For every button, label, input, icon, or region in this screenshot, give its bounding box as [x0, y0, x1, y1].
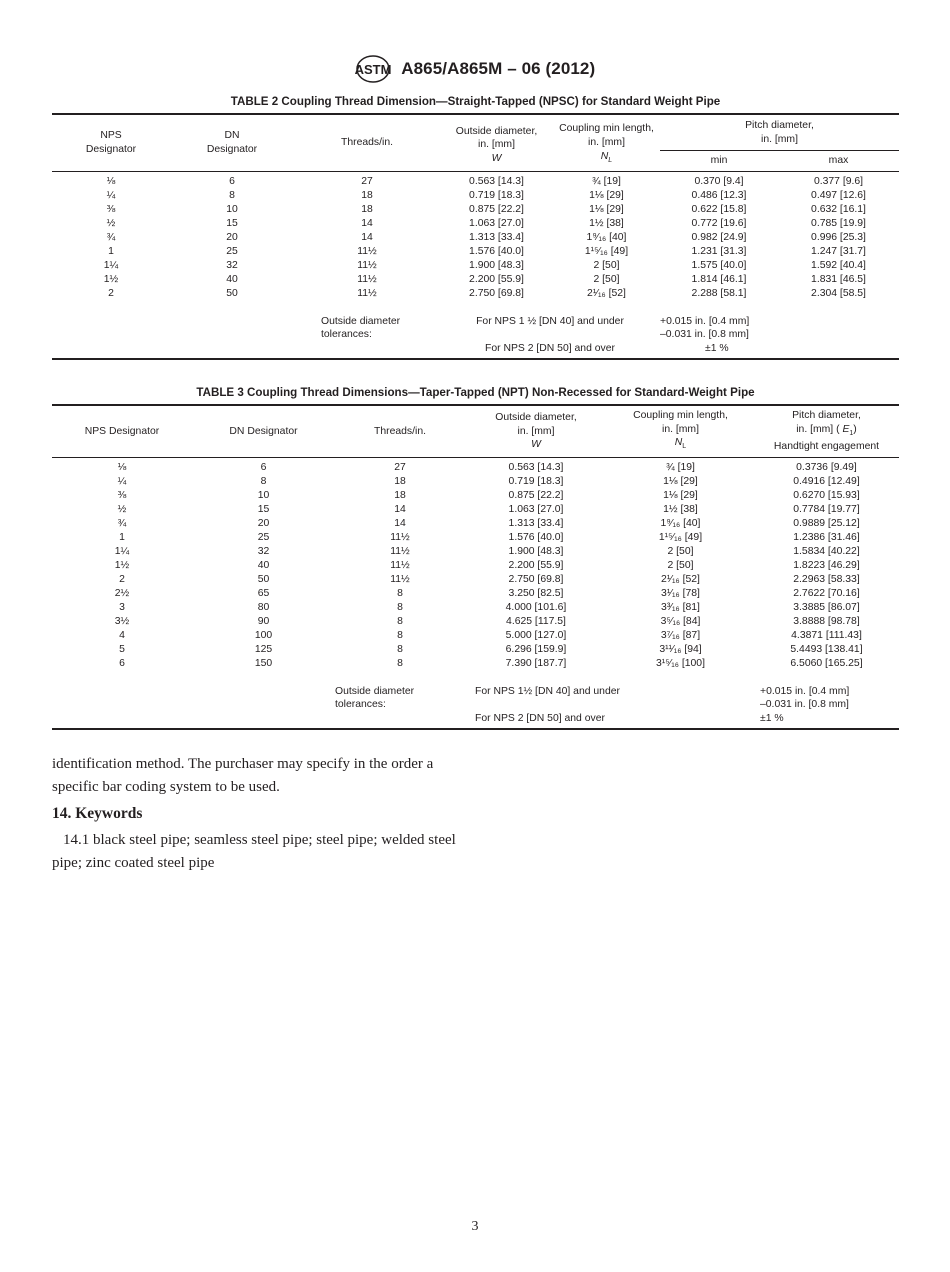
svg-text:ASTM: ASTM: [354, 62, 391, 77]
cell: 1.576 [40.0]: [508, 531, 564, 543]
header-line: NPS: [100, 130, 122, 142]
table-row: [52, 189, 899, 203]
cell: 1.814 [46.1]: [691, 273, 747, 285]
spacer: [52, 301, 899, 315]
cell: 1¼: [103, 259, 119, 271]
cell: 6.296 [159.9]: [505, 643, 567, 655]
cell: 4.3871 [111.43]: [791, 629, 862, 641]
table-row: [52, 217, 899, 231]
cell: 1.8223 [46.29]: [793, 559, 860, 571]
table-row: [52, 615, 899, 629]
cell: 3³⁄₁₆ [81]: [661, 601, 700, 613]
header-line: Designator: [206, 143, 258, 155]
table-row: [52, 245, 899, 259]
table-row: [52, 171, 899, 189]
header-line: in. [mm]: [761, 133, 798, 145]
header-line: in. [mm]: [517, 425, 555, 437]
symbol-e: E: [842, 423, 850, 435]
cell: ½: [117, 503, 127, 515]
cell: 1: [119, 531, 125, 543]
cell: 2 [50]: [667, 559, 694, 571]
cell: 2.750 [69.8]: [508, 573, 564, 585]
cell: 11½: [357, 259, 377, 271]
cell: 0.719 [18.3]: [469, 189, 524, 201]
page-header: [0, 54, 950, 84]
table2-header-pitch: [660, 114, 899, 151]
cell: 0.719 [18.3]: [508, 475, 564, 487]
cell: 2.200 [55.9]: [508, 559, 564, 571]
cell: 2.288 [58.1]: [691, 287, 747, 299]
header-symbol: [553, 150, 660, 168]
cell: 11½: [390, 573, 410, 585]
spacer: [52, 685, 335, 712]
cell: 2.750 [69.8]: [469, 287, 524, 299]
header-line: in. [mm]: [662, 423, 699, 435]
header-symbol: W: [491, 152, 502, 164]
header-line: Coupling min length,: [633, 410, 728, 421]
table-row: [52, 629, 899, 643]
cell: 0.996 [25.3]: [811, 231, 866, 243]
cell: 8: [397, 643, 403, 655]
cell: 7.390 [187.7]: [505, 657, 567, 669]
cell: 11½: [390, 531, 410, 543]
cell: 4: [119, 629, 125, 641]
tolerance-plus: +0.015 in. [0.4 mm]: [760, 685, 850, 697]
table3-caption: TABLE 3 Coupling Thread Dimensions—Taper-Tapped (NPT) Non-Recessed for Standard-Weight Pipe: [196, 386, 755, 399]
cell: 1.576 [40.0]: [469, 245, 524, 257]
cell: 6.5060 [165.25]: [790, 657, 863, 669]
paragraph-continuation: identification method. The purchaser may specify in the order a specific bar coding system to be used.: [52, 756, 434, 795]
cell: 3⁵⁄₁₆ [84]: [660, 615, 701, 627]
cell: 8: [397, 615, 403, 627]
header-symbol: W: [531, 439, 541, 451]
cell: 18: [361, 189, 373, 201]
header-line: DN: [224, 130, 240, 142]
cell: 0.377 [9.6]: [813, 175, 864, 187]
cell: 1.247 [31.7]: [811, 245, 866, 257]
cell: 1.063 [27.0]: [508, 503, 564, 515]
cell: 2¹⁄₁₆ [52]: [661, 573, 700, 585]
cell: 0.497 [12.6]: [811, 189, 866, 201]
symbol-subscript: L: [608, 156, 613, 164]
tolerance-label: [335, 685, 465, 712]
symbol-subscript: L: [682, 443, 687, 451]
table3: [52, 404, 899, 730]
cell: 1⅛ [29]: [589, 203, 624, 215]
cell: 6: [260, 461, 267, 473]
cell: 11½: [357, 287, 377, 299]
cell: 1½: [114, 559, 130, 571]
table-row: [52, 287, 899, 301]
cell: 50: [257, 573, 270, 585]
table-row: [52, 231, 899, 245]
cell: 27: [394, 461, 406, 473]
cell: 0.622 [15.8]: [691, 203, 747, 215]
cell: 20: [257, 517, 270, 529]
table3-header-pitch: [754, 405, 899, 457]
cell: ¼: [106, 189, 116, 201]
cell: 18: [361, 203, 373, 215]
header-text: in. [mm] (: [796, 423, 840, 435]
cell: 1½ [38]: [663, 503, 698, 515]
table2-caption: TABLE 2 Coupling Thread Dimension—Straight-Tapped (NPSC) for Standard Weight Pipe: [230, 95, 721, 108]
cell: 2.304 [58.5]: [811, 287, 866, 299]
table-row: [52, 643, 899, 657]
cell: 40: [257, 559, 270, 571]
cell: 1¹⁵⁄₁₆ [49]: [658, 531, 703, 543]
tolerance-minus: –0.031 in. [0.8 mm]: [660, 329, 749, 341]
tolerance-label-line: tolerances:: [321, 329, 372, 341]
cell: 3¹⁵⁄₁₆ [100]: [656, 657, 705, 669]
table-row: [52, 503, 899, 517]
cell: 10: [257, 489, 270, 501]
tolerance-plus: +0.015 in. [0.4 mm]: [660, 315, 750, 327]
cell: ⅜: [106, 203, 116, 215]
header-line: Pitch diameter,: [745, 120, 814, 131]
table3-header-dn: DN Designator: [192, 405, 335, 457]
cell: 1.231 [31.3]: [691, 245, 747, 257]
cell: 1.592 [40.4]: [811, 259, 866, 271]
cell: 11½: [357, 245, 377, 257]
cell: 0.772 [19.6]: [691, 217, 747, 229]
header-line: in. [mm]: [478, 139, 515, 151]
cell: 1: [108, 245, 114, 257]
cell: 2 [50]: [667, 545, 694, 557]
symbol-subscript: 1: [849, 429, 854, 437]
table2-header-od: [440, 114, 553, 171]
cell: 1.831 [46.5]: [811, 273, 866, 285]
table2-header-coupling-length: [553, 114, 660, 171]
header-line: Designator: [85, 143, 137, 155]
spacer: [52, 315, 294, 342]
table-row: [52, 259, 899, 273]
cell: 3¹¹⁄₁₆ [94]: [659, 643, 702, 655]
table-row: [52, 457, 899, 475]
tolerance-under-values: [660, 315, 778, 342]
cell: 8: [397, 657, 403, 669]
cell: 3.8888 [98.78]: [793, 615, 860, 627]
spacer: [52, 342, 440, 359]
tolerance-under-values: [754, 685, 899, 712]
cell: 1.900 [48.3]: [469, 259, 524, 271]
cell: 40: [226, 273, 238, 285]
section-heading-keywords: 14. Keywords: [52, 805, 143, 822]
cell: 14: [394, 517, 406, 529]
cell: ⅛: [117, 461, 127, 473]
tolerance-label-line: tolerances:: [335, 699, 386, 711]
cell: 11½: [390, 545, 410, 557]
cell: 100: [254, 629, 273, 641]
symbol-n: N: [674, 437, 683, 449]
spacer: [52, 671, 899, 685]
cell: 2: [108, 287, 114, 299]
cell: ⅜: [117, 489, 127, 501]
cell: 2½: [114, 587, 130, 599]
tolerance-under-label: For NPS 1 ½ [DN 40] and under: [476, 315, 624, 327]
tolerance-under-label: For NPS 1½ [DN 40] and under: [475, 685, 620, 697]
cell: 1.313 [33.4]: [508, 517, 564, 529]
cell: 1⅛ [29]: [663, 475, 698, 487]
cell: 3¹⁄₁₆ [78]: [661, 587, 700, 599]
spacer: [52, 712, 465, 729]
tolerance-over-label: For NPS 2 [DN 50] and over: [440, 342, 660, 359]
cell: ¾: [117, 517, 127, 529]
keywords-text: 14.1 black steel pipe; seamless steel pipe; steel pipe; welded steel pipe; zinc coated steel pipe: [52, 832, 456, 871]
astm-logo-icon: [355, 54, 391, 84]
cell: 65: [257, 587, 270, 599]
table-row: [52, 559, 899, 573]
table3-header-nps: NPS Designator: [52, 405, 192, 457]
cell: 6: [229, 175, 235, 187]
tolerance-over-label: For NPS 2 [DN 50] and over: [465, 712, 754, 729]
header-symbol: [607, 436, 754, 454]
cell: 0.875 [22.2]: [469, 203, 524, 215]
cell: 2.2963 [58.33]: [793, 573, 860, 585]
header-line: in. [mm]: [588, 137, 625, 149]
cell: 0.7784 [19.77]: [793, 503, 860, 515]
cell: 8: [397, 601, 403, 613]
cell: 0.785 [19.9]: [811, 217, 866, 229]
tolerance-row: [52, 342, 899, 359]
table-row: [52, 489, 899, 503]
cell: 27: [361, 175, 373, 187]
cell: 1.575 [40.0]: [691, 259, 747, 271]
cell: 1.900 [48.3]: [508, 545, 564, 557]
cell: 0.982 [24.9]: [691, 231, 747, 243]
cell: 1¹⁵⁄₁₆ [49]: [584, 245, 629, 257]
table-row: [52, 587, 899, 601]
cell: 3.250 [82.5]: [508, 587, 564, 599]
cell: 15: [226, 217, 238, 229]
tolerance-row: [52, 712, 899, 729]
cell: 11½: [390, 559, 410, 571]
tolerance-label-line: Outside diameter: [321, 315, 401, 327]
table2-header-pitch-max: max: [778, 151, 899, 172]
cell: 50: [226, 287, 238, 299]
cell: 5: [119, 643, 125, 655]
cell: 8: [229, 189, 235, 201]
cell: 150: [254, 657, 273, 669]
cell: 0.370 [9.4]: [694, 175, 744, 187]
cell: 0.632 [16.1]: [811, 203, 866, 215]
cell: ⅛: [106, 175, 116, 187]
tolerance-label-line: Outside diameter: [335, 685, 415, 697]
cell: 8: [397, 587, 403, 599]
table2-header-threads: Threads/in.: [294, 114, 440, 171]
cell: 0.6270 [15.93]: [793, 489, 860, 501]
tolerance-over-value: ±1 %: [660, 342, 778, 359]
header-line: [754, 423, 899, 441]
table-row: [52, 203, 899, 217]
table3-header-threads: Threads/in.: [335, 405, 465, 457]
cell: 0.875 [22.2]: [508, 489, 564, 501]
cell: 18: [394, 489, 406, 501]
table-row: [52, 517, 899, 531]
cell: 3½: [114, 615, 130, 627]
cell: 1⁹⁄₁₆ [40]: [660, 517, 701, 529]
table-row: [52, 475, 899, 489]
cell: 8: [397, 629, 403, 641]
cell: 1¼: [114, 545, 130, 557]
header-line: Pitch diameter,: [792, 410, 861, 421]
cell: 32: [226, 259, 238, 271]
cell: 0.9889 [25.12]: [793, 517, 860, 529]
cell: 0.563 [14.3]: [508, 461, 564, 473]
cell: 1⅛ [29]: [589, 189, 624, 201]
table2-header-dn: [170, 114, 294, 171]
cell: ½: [106, 217, 116, 229]
spacer-row: [52, 301, 899, 315]
cell: 1.313 [33.4]: [469, 231, 524, 243]
cell: 1½: [103, 273, 119, 285]
symbol-n: N: [600, 150, 609, 162]
tolerance-row: [52, 685, 899, 712]
table-row: [52, 273, 899, 287]
cell: 2 [50]: [593, 259, 620, 271]
cell: ¼: [117, 475, 127, 487]
table3-header-od: [465, 405, 607, 457]
cell: ¾: [106, 231, 116, 243]
spacer-row: [52, 671, 899, 685]
cell: ¾ [19]: [666, 461, 695, 473]
cell: 2 [50]: [593, 273, 620, 285]
cell: 14: [394, 503, 406, 515]
tolerance-over-value: ±1 %: [754, 712, 899, 729]
cell: 125: [254, 643, 273, 655]
cell: 80: [257, 601, 270, 613]
table2-header-pitch-min: min: [660, 151, 778, 172]
header-line: Handtight engagement: [773, 441, 880, 453]
cell: 1⁹⁄₁₆ [40]: [586, 231, 627, 243]
table-row: [52, 601, 899, 615]
table-row: [52, 531, 899, 545]
table2: [52, 113, 899, 360]
cell: 1⅛ [29]: [663, 489, 698, 501]
cell: 1.5834 [40.22]: [793, 545, 860, 557]
cell: 90: [257, 615, 270, 627]
cell: 20: [226, 231, 238, 243]
header-line: Outside diameter,: [495, 412, 577, 424]
cell: 32: [257, 545, 270, 557]
cell: 3⁷⁄₁₆ [87]: [660, 629, 701, 641]
table2-header-nps: [52, 114, 170, 171]
cell: 8: [260, 475, 267, 487]
cell: 2.200 [55.9]: [469, 273, 524, 285]
header-line: Coupling min length,: [559, 123, 654, 135]
cell: 11½: [357, 273, 377, 285]
cell: 4.625 [117.5]: [506, 615, 566, 627]
cell: 2: [119, 573, 125, 585]
cell: 2.7622 [70.16]: [793, 587, 860, 599]
table3-header-coupling-length: [607, 405, 754, 457]
spacer: [778, 342, 899, 359]
cell: 5.000 [127.0]: [505, 629, 567, 641]
cell: 10: [226, 203, 238, 215]
cell: ¾ [19]: [592, 175, 621, 187]
cell: 1.2386 [31.46]: [793, 531, 860, 543]
cell: 15: [257, 503, 270, 515]
cell: 3: [119, 601, 125, 613]
cell: 5.4493 [138.41]: [790, 643, 863, 655]
tolerance-label: [294, 315, 440, 342]
table-row: [52, 657, 899, 671]
cell: 14: [361, 231, 373, 243]
cell: 25: [226, 245, 238, 257]
cell: 0.3736 [9.49]: [796, 461, 857, 473]
cell: 1.063 [27.0]: [469, 217, 524, 229]
cell: 0.563 [14.3]: [469, 175, 524, 187]
tolerance-minus: –0.031 in. [0.8 mm]: [760, 699, 849, 711]
cell: 4.000 [101.6]: [505, 601, 567, 613]
header-line: Outside diameter,: [455, 125, 538, 137]
keywords-paragraph: [52, 829, 462, 875]
table-row: [52, 545, 899, 559]
cell: 18: [394, 475, 406, 487]
cell: 14: [361, 217, 373, 229]
cell: 1½ [38]: [589, 217, 624, 229]
cell: 0.4916 [12.49]: [793, 475, 860, 487]
table-row: [52, 573, 899, 587]
cell: 25: [257, 531, 270, 543]
cell: 2¹⁄₁₆ [52]: [587, 287, 626, 299]
tolerance-row: [52, 315, 899, 342]
header-text: ): [853, 423, 857, 435]
standard-designation: A865/A865M – 06 (2012): [401, 59, 596, 78]
cell: 0.486 [12.3]: [691, 189, 747, 201]
cell: 6: [119, 657, 125, 669]
spacer: [778, 315, 899, 342]
cell: 3.3885 [86.07]: [793, 601, 860, 613]
page-number: 3: [471, 1219, 479, 1234]
